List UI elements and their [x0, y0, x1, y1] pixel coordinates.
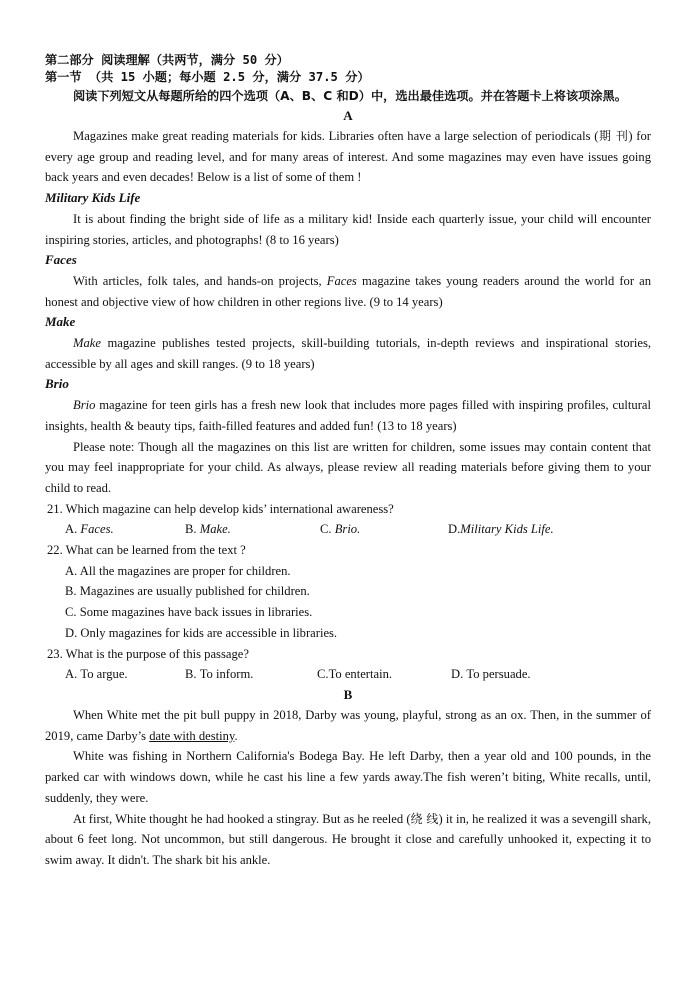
passage-a-note: Please note: Though all the magazines on this list are written for children, some issues may contain content that you may feel inappropriate for your child. As always, please review all reading materials before giving them to your child to read.	[45, 439, 651, 495]
underlined-phrase: date with destiny	[149, 728, 235, 743]
option-label: B.	[65, 584, 77, 599]
option-label: B.	[185, 667, 197, 682]
magazine-title: Military Kids Life	[45, 190, 141, 206]
passage-b-paragraph: White was fishing in Northern California's Bodega Bay. He left Darby, then a year old and 100 pounds, in the parked car with windows down, while he cast his line a few yards away.The fish weren’t biting, White recalls, until, suddenly, they were.	[45, 749, 651, 805]
option-text: To argue.	[80, 667, 128, 682]
magazine-title: Brio	[45, 376, 69, 392]
option	[45, 581, 651, 602]
question-options	[45, 519, 651, 540]
option-text: To inform.	[199, 667, 254, 682]
option	[320, 519, 448, 540]
option	[185, 664, 317, 685]
option	[65, 664, 185, 685]
option	[45, 602, 651, 623]
option-text: Make.	[199, 522, 231, 537]
passage-b-paragraph	[45, 705, 651, 746]
para-text: .	[234, 728, 238, 743]
magazine-desc	[45, 395, 651, 436]
question-stem: 22. What can be learned from the text ?	[47, 543, 246, 558]
option-text: Faces.	[80, 522, 114, 537]
intro-part1: Magazines make great reading materials for kids. Libraries often have a large selection of periodicals (	[73, 129, 599, 143]
option-label: D.	[65, 625, 78, 640]
section-title: 第一节 （共 15 小题；每小题 2.5 分，满分 37.5 分）	[45, 70, 370, 84]
option	[317, 664, 451, 685]
option-text: Some magazines have back issues in libraries.	[79, 605, 313, 620]
option-label: A.	[65, 667, 78, 682]
intro-part2: ) for every age group and reading level, and for many areas of interest. And some magazines may even have issues going back years and even decades! Below is a list of some of them !	[45, 129, 651, 185]
magazine-title: Faces	[45, 252, 77, 268]
option	[451, 664, 531, 685]
option-label: D.	[451, 667, 464, 682]
intro-gloss: 期 刊	[598, 129, 629, 143]
desc-text: magazine takes young readers around the world for an honest and objective view of how children in other regions live. (9 to 14 years)	[45, 273, 652, 309]
instruction: 阅读下列短文从每题所给的四个选项（A、B、C 和D）中，选出最佳选项。并在答题卡上将该项涂黑。	[73, 89, 627, 103]
desc-text: magazine publishes tested projects, skill-building tutorials, in-depth reviews and inspirational stories, accessible by all ages and skill ranges. (9 to 18 years)	[45, 336, 651, 371]
para-text: ) it in, he realized it was a sevengill shark, about 6 feet long. Not uncommon, but still dangerous. He brought it close and carefully unhooked it, expecting it to swim away. It didn't. The shark bit his ankle.	[45, 811, 651, 867]
desc-italic: Faces	[326, 273, 357, 288]
option-label: C.	[65, 605, 77, 620]
option-text: Brio.	[334, 522, 361, 537]
option-text: To persuade.	[466, 667, 531, 682]
desc-text: magazine for teen girls has a fresh new look that includes more pages filled with inspiring profiles, cultural insights, health & beauty tips, faith-filled features and added fun! (13 to 18 years)	[45, 398, 651, 433]
option-label: A.	[65, 563, 78, 578]
option-label: C.	[317, 667, 329, 682]
para-text: At first, White thought he had hooked a stingray. But as he reeled (	[73, 811, 411, 826]
passage-a-letter: A	[343, 108, 353, 123]
magazine-title: Make	[45, 314, 76, 330]
option	[185, 519, 320, 540]
magazine-desc: It is about finding the bright side of life as a military kid! Inside each quarterly issue, your child will encounter inspiring stories, articles, and photographs! (8 to 16 years)	[45, 211, 651, 247]
page-content	[45, 52, 651, 871]
option-text: All the magazines are proper for children.	[79, 563, 291, 578]
option-label: B.	[185, 522, 197, 537]
passage-b-letter: B	[343, 686, 353, 702]
option-text: To entertain.	[328, 667, 393, 682]
question-stem: 21. Which magazine can help develop kids’ international awareness?	[47, 501, 394, 516]
option-label: A.	[65, 522, 78, 537]
option-text: Military Kids Life.	[460, 522, 554, 537]
question-stem: 23. What is the purpose of this passage?	[47, 646, 249, 661]
para-text: When White met the pit bull puppy in 2018, Darby was young, playful, strong as an ox. Then, in the summer of 2019, came Darby’s	[45, 707, 651, 743]
magazine-desc	[45, 333, 651, 374]
desc-italic: Brio	[73, 398, 96, 413]
option	[45, 561, 651, 582]
passage-b-paragraph	[45, 809, 651, 871]
passage-a-intro	[45, 126, 651, 188]
option-label: D.	[448, 522, 461, 537]
option	[45, 623, 651, 644]
option-text: Magazines are usually published for children.	[79, 584, 310, 599]
gloss: 绕 线	[410, 811, 439, 826]
desc-text: With articles, folk tales, and hands-on projects,	[73, 273, 327, 288]
magazine-desc	[45, 271, 651, 312]
option-label: C.	[320, 522, 332, 537]
option	[65, 519, 185, 540]
question-options	[45, 664, 651, 685]
option	[448, 519, 554, 540]
desc-italic: Make	[73, 336, 101, 351]
part-title: 第二部分 阅读理解（共两节，满分 50 分）	[45, 53, 289, 67]
option-text: Only magazines for kids are accessible in libraries.	[80, 625, 338, 640]
